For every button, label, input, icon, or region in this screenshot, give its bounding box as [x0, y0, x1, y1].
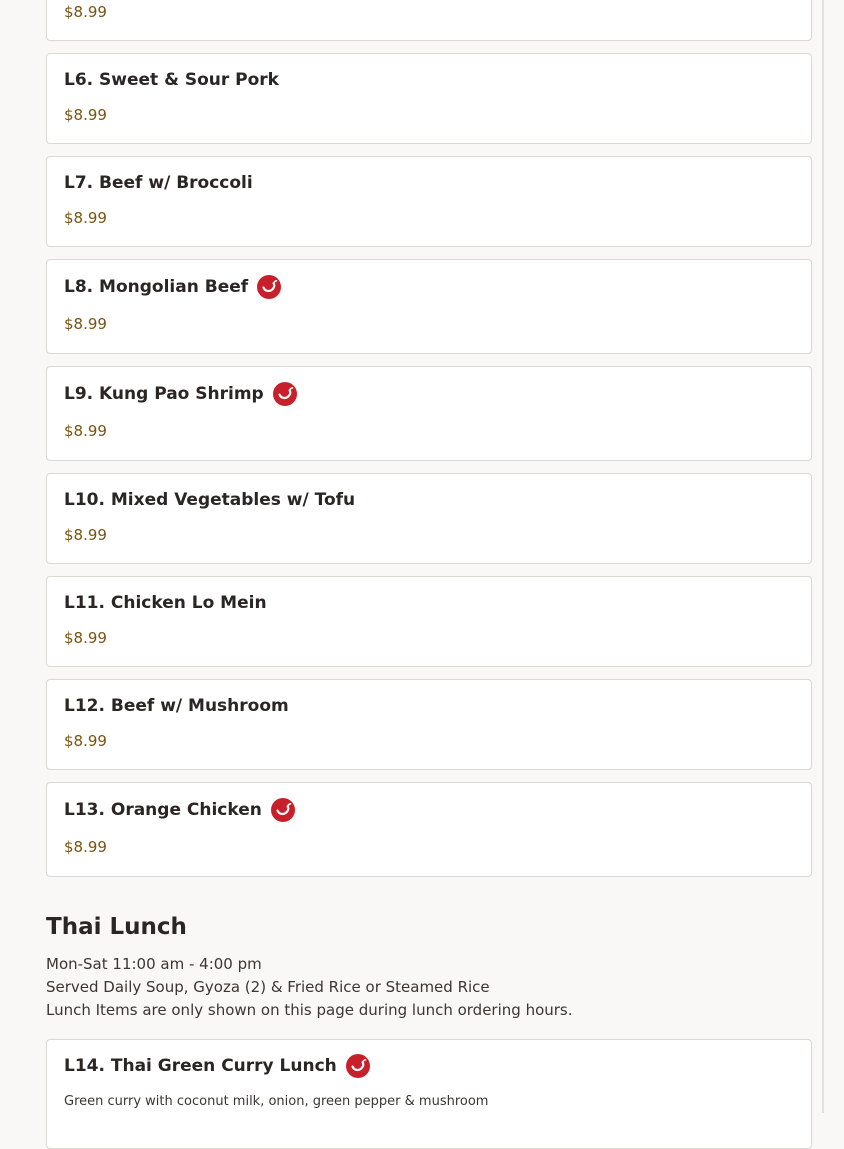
item-name: L8. Mongolian Beef — [64, 277, 249, 297]
item-price: $8.99 — [64, 315, 107, 333]
menu-item-card[interactable] — [46, 1039, 812, 1149]
item-price: $8.99 — [64, 106, 107, 124]
item-price: $8.99 — [64, 838, 107, 856]
menu-item-card[interactable] — [46, 0, 812, 41]
item-price: $8.99 — [64, 209, 107, 227]
item-price: $8.99 — [64, 3, 107, 21]
menu-item-card[interactable] — [46, 156, 812, 247]
item-name: L9. Kung Pao Shrimp — [64, 384, 264, 404]
chili-pepper-icon — [346, 1054, 370, 1078]
section-served-note: Served Daily Soup, Gyoza (2) & Fried Rice or Steamed Rice — [46, 978, 490, 996]
item-name: L12. Beef w/ Mushroom — [64, 696, 289, 716]
section-title: Thai Lunch — [46, 914, 187, 940]
menu-item-card[interactable] — [46, 679, 812, 770]
item-price: $8.99 — [64, 629, 107, 647]
item-price: $8.99 — [64, 732, 107, 750]
item-name: L7. Beef w/ Broccoli — [64, 173, 253, 193]
chili-pepper-icon — [273, 382, 297, 406]
item-price: $8.99 — [64, 526, 107, 544]
menu-item-card[interactable] — [46, 259, 812, 354]
menu-item-card[interactable] — [46, 782, 812, 877]
item-name: L10. Mixed Vegetables w/ Tofu — [64, 490, 356, 510]
item-name: L6. Sweet & Sour Pork — [64, 70, 279, 90]
menu-item-card[interactable] — [46, 53, 812, 144]
section-availability-note: Lunch Items are only shown on this page during lunch ordering hours. — [46, 1001, 573, 1019]
item-price: $8.99 — [64, 422, 107, 440]
menu-item-card[interactable] — [46, 576, 812, 667]
item-name: L14. Thai Green Curry Lunch — [64, 1056, 337, 1076]
item-name: L11. Chicken Lo Mein — [64, 593, 267, 613]
menu-item-card[interactable] — [46, 366, 812, 461]
menu-item-card[interactable] — [46, 473, 812, 564]
scroll-track[interactable] — [822, 0, 824, 1113]
chili-pepper-icon — [271, 798, 295, 822]
chili-pepper-icon — [257, 275, 281, 299]
item-description: Green curry with coconut milk, onion, green pepper & mushroom — [64, 1094, 489, 1109]
item-name: L13. Orange Chicken — [64, 800, 262, 820]
section-hours: Mon-Sat 11:00 am - 4:00 pm — [46, 955, 262, 973]
